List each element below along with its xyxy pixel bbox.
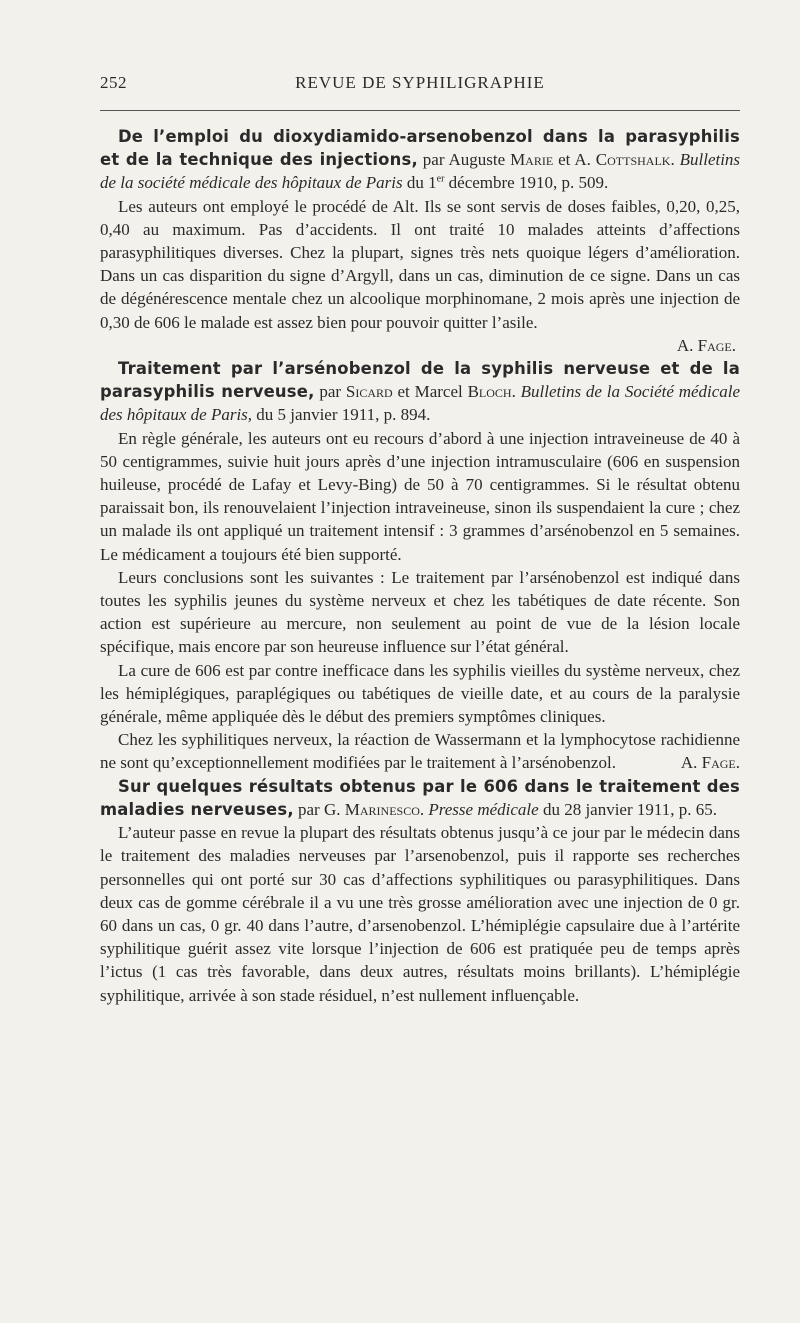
article-3-author1: Marinesco <box>344 799 420 819</box>
article-3-paragraph-1: L’auteur passe en revue la plupart des résultats obtenus jusqu’à ce jour par le médecin dans le traitement des maladies nerveuses par l’arsenobenzol, puis il rapporte ses recherches personnelles qui ont porté sur 30 cas d’affections syphilitiques ou parasyphilitiques. Dans deux cas de gomme cérébrale il a vu une très grosse amélioration avec une injection de 0 gr. 60 dans un cas, 0 gr. 40 dans l’autre, d’arsenobenzol. L’hémiplégie capsulaire due à l’artérite syphilitique guérit assez vite lorsque l’injection de 606 est pratiquée peu de temps après l’ictus (1 cas très favorable, dans deux autres, résultats moins brillants). L’hémiplégie syphilitique, arrivée à son stade résiduel, n’est nullement influençable. <box>100 823 740 1005</box>
header-rule <box>100 110 740 111</box>
page-content <box>100 125 740 1007</box>
article-3-journal: Presse médicale <box>428 799 539 819</box>
article-1-signature: A. Fage. <box>676 335 736 355</box>
article-2-citation: Traitement par l’arsénobenzol de la syphilis nerveuse et de la parasyphilis nerveuse, par Sicard et Marcel Bloch. Bulletins de la Société médicale des hôpitaux de Paris, du 5 janvier 1911, p. 894. <box>100 359 741 425</box>
article-2-journal: Bulletins de la Société médicale des hôpitaux de Paris, <box>100 382 741 425</box>
article-1 <box>100 125 740 357</box>
article-3 <box>100 775 740 1007</box>
article-2-title: Traitement par l’arsénobenzol de la syphilis nerveuse et de la parasyphilis nerveuse, <box>100 359 740 402</box>
article-1-journal: Bulletins de la société médicale des hôpitaux de Paris <box>100 150 741 193</box>
article-2-signature: A. Fage. <box>680 753 740 773</box>
article-2 <box>100 357 740 775</box>
article-3-title: Sur quelques résultats obtenus par le 606 dans le traitement des maladies nerveuses, <box>100 776 740 819</box>
running-title: REVUE DE SYPHILIGRAPHIE <box>295 73 545 92</box>
article-1-author2: Cottshalk <box>595 150 671 170</box>
article-3-citation: Sur quelques résultats obtenus par le 606 dans le traitement des maladies nerveuses, par G. Marinesco. Presse médicale du 28 janvier 1911, p. 65. <box>100 776 740 819</box>
article-2-author1: Sicard <box>345 382 393 402</box>
article-2-author2: Bloch <box>467 382 512 402</box>
article-1-author1: Marie <box>510 150 554 170</box>
article-2-paragraph-2: Leurs conclusions sont les suivantes : Le traitement par l’arsénobenzol est indiqué dans toutes les syphilis jeunes du système nerveux et chez les tabétiques de date récente. Son action est supérieure au mercure, non seulement au point de vue de la lésion locale spécifique, mais encore par son heureuse influence sur l’état général. <box>100 567 740 657</box>
article-1-citation: De l’emploi du dioxydiamido-arsenobenzol dans la parasyphilis et de la technique des injections, par Auguste Marie et A. Cottshalk. Bulletins de la société médicale des hôpitaux de Paris du 1er décembre 1910, p. 509. <box>100 127 741 193</box>
page-number: 252 <box>100 73 127 92</box>
page-header <box>100 73 740 97</box>
article-2-paragraph-1: En règle générale, les auteurs ont eu recours d’abord à une injection intraveineuse de 40 à 50 centigrammes, suivie huit jours après d’une injection intramusculaire (606 en suspension huileuse, procédé de Lafay et Levy-Bing) de 50 à 70 centigrammes. Si le résultat obtenu paraissait bon, ils renouvelaient l’injection intraveineuse, sinon ils suspendaient la cure ; chez un malade ils ont appliqué un traitement intensif : 3 grammes d’arsénobenzol en 5 semaines. Le médicament a toujours été bien supporté. <box>100 428 740 564</box>
article-2-paragraph-3: La cure de 606 est par contre inefficace dans les syphilis vieilles du système nerveux, chez les hémiplégiques, paraplégiques ou tabétiques de vieille date, et au cours de la paralysie générale, même appliquée dès le début des premiers symptômes cliniques. <box>100 660 740 727</box>
article-2-paragraph-4: Chez les syphilitiques nerveux, la réaction de Wassermann et la lymphocytose rachidienne ne sont qu’exceptionnellement modifiées par le traitement à l’arsénobenzol. A. Fage. <box>100 728 740 774</box>
article-1-paragraph-1: Les auteurs ont employé le procédé de Alt. Ils se sont servis de doses faibles, 0,20, 0,25, 0,40 au maximum. Pas d’accidents. Il ont traité 10 malades atteints d’affections parasyphilitiques diverses. Chez la plupart, signes très nets quoique légers d’amélioration. Dans un cas disparition du signe d’Argyll, dans un cas, diminution de ce signe. Dans un cas de dégénérescence mentale chez un alcoolique morphinomane, 2 mois après une injection de 0,30 de 606 le malade est assez bien pour pouvoir quitter l’asile. <box>100 196 740 332</box>
article-1-title: De l’emploi du dioxydiamido-arsenobenzol dans la parasyphilis et de la technique des injections, <box>100 127 740 170</box>
